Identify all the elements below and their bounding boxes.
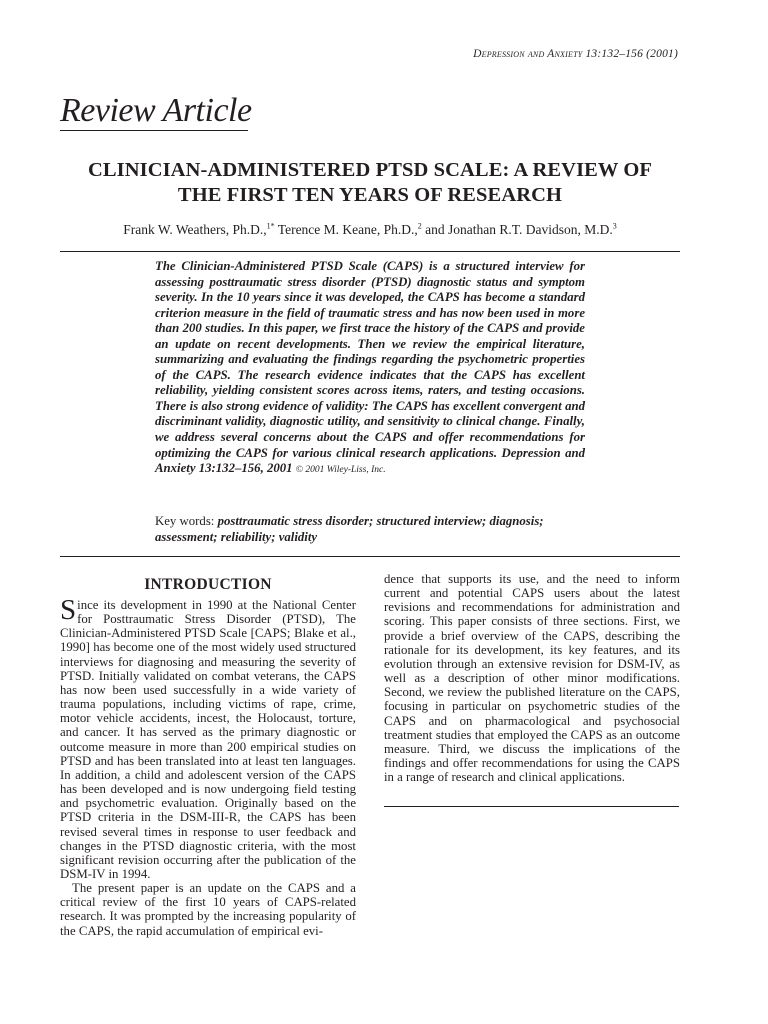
body-column-left <box>60 574 356 938</box>
title-line-2: THE FIRST TEN YEARS OF RESEARCH <box>177 184 563 206</box>
abstract-divider <box>60 556 680 557</box>
author-affiliation: 1* <box>266 221 275 231</box>
running-head <box>473 48 678 60</box>
section-heading-introduction: INTRODUCTION <box>144 576 272 593</box>
author-name: Frank W. Weathers, Ph.D., <box>123 222 267 237</box>
body-column-right <box>384 572 680 784</box>
author-affiliation: 2 <box>417 221 422 231</box>
author-name: Terence M. Keane, Ph.D., <box>274 222 418 237</box>
body-paragraph: dence that supports its use, and the need to inform current and potential CAPS users about the latest revisions and recommendations for administration and scoring. This paper consists of three sections. First, we provide a brief overview of the CAPS, describing the rationale for its development, its key features, and its evolution through an extensive revision for DSM-IV, as well as a description of other minor modifications. Second, we review the published literature on the CAPS, focusing in particular on psychometric studies of the CAPS and on pharmacological and psychosocial treatment studies that employed the CAPS as an outcome measure. Third, we discuss the implications of the findings and offer recommendations for using the CAPS in a range of research and clinical applications. <box>384 572 680 785</box>
keywords <box>155 514 585 545</box>
header-divider <box>60 251 680 252</box>
body-paragraph: The present paper is an update on the CAPS and a critical review of the first 10 years of CAPS-related research. It was prompted by the increasing popularity of the CAPS, the rapid accumulation of empirical evi- <box>60 881 356 938</box>
author-name: and Jonathan R.T. Davidson, M.D. <box>421 222 613 237</box>
title-line-1: CLINICIAN-ADMINISTERED PTSD SCALE: A REVIEW OF <box>87 159 653 181</box>
journal-citation: 13:132–156 (2001) <box>585 48 678 60</box>
copyright-notice: © 2001 Wiley-Liss, Inc. <box>295 465 386 476</box>
author-list <box>60 222 680 238</box>
drop-cap: S <box>60 594 77 626</box>
article-title <box>60 158 680 208</box>
article-type: Review Article <box>60 92 252 129</box>
footnote-divider <box>384 806 679 807</box>
abstract <box>155 259 585 479</box>
article-type-rule <box>60 130 248 131</box>
paragraph-text: ince its development in 1990 at the National Center for Posttraumatic Stress Disorder (PTSD), The Clinician-Administered PTSD Scale [CAPS; Blake et al., 1990] has become one of the most widely used structured interviews for diagnosing and measuring the severity of PTSD. Initially validated on combat veterans, the CAPS has now been used successfully in a wide variety of trauma populations, including victims of rape, crime, motor vehicle accidents, incest, the Holocaust, torture, and cancer. It has served as the primary diagnostic or outcome measure in more than 200 empirical studies on PTSD and has been translated into at least ten languages. In addition, a child and adolescent version of the CAPS has been developed and is now undergoing field testing and psychometric evaluation. Originally based on the PTSD criteria in the DSM-III-R, the CAPS has been revised several times in response to user feedback and changes in the PTSD diagnostic criteria, with the most significant revision occurring after the publication of the DSM-IV in 1994. <box>60 598 356 881</box>
body-paragraph <box>60 594 356 881</box>
journal-name: Depression and Anxiety <box>473 48 583 60</box>
keywords-label: Key words: <box>155 514 218 528</box>
abstract-text: The Clinician-Administered PTSD Scale (CAPS) is a structured interview for assessing posttraumatic stress disorder (PTSD) diagnostic status and symptom severity. In the 10 years since it was developed, the CAPS has become a standard criterion measure in the field of traumatic stress and has now been used in more than 200 studies. In this paper, we first trace the history of the CAPS and provide an update on recent developments. Then we review the empirical literature, summarizing and evaluating the findings regarding the psychometric properties of the CAPS. The research evidence indicates that the CAPS has excellent reliability, yielding consistent scores across items, raters, and testing occasions. There is also strong evidence of validity: The CAPS has excellent convergent and discriminant validity, diagnostic utility, and sensitivity to clinical change. Finally, we address several concerns about the CAPS and offer recommendations for optimizing the CAPS for various clinical research applications. Depression and Anxiety 13:132–156, 2001 <box>155 259 585 476</box>
author-affiliation: 3 <box>612 221 617 231</box>
keywords-text: posttraumatic stress disorder; structured interview; diagnosis; assessment; reliability; validity <box>155 514 544 544</box>
